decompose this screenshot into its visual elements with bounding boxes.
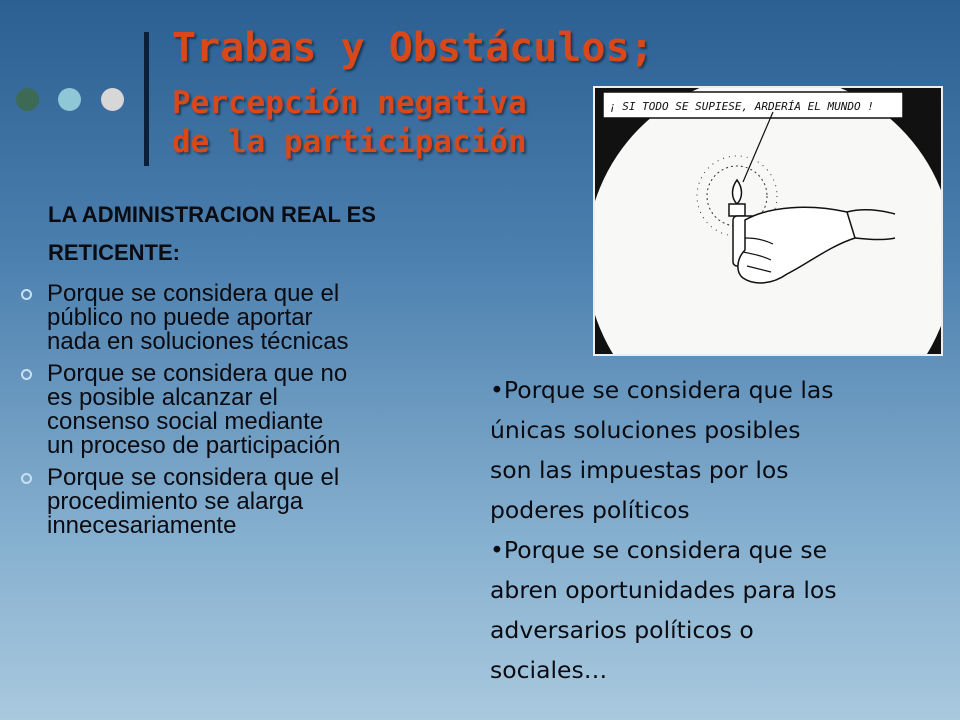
ring-bullet-icon <box>21 289 32 300</box>
bullet-line: es posible alcanzar el <box>47 384 278 411</box>
decorative-dots <box>16 88 128 112</box>
bullet-line: Porque se considera que el <box>47 464 340 491</box>
cartoon-caption: ¡ SI TODO SE SUPIESE, ARDERÍA EL MUNDO ! <box>609 100 874 113</box>
cartoon-drawing <box>595 88 941 354</box>
paragraph-line: poderes políticos <box>490 496 690 524</box>
bullet-line: público no puede aportar <box>47 304 313 331</box>
paragraph-line: adversarios políticos o <box>490 616 754 644</box>
paragraph-line: •Porque se considera que se <box>490 536 828 564</box>
bullet-line: Porque se considera que no <box>47 360 348 387</box>
cartoon-image <box>593 86 943 356</box>
title-divider <box>144 32 149 166</box>
bullet-line: un proceso de participación <box>47 432 341 459</box>
bullet-line: consenso social mediante <box>47 408 324 435</box>
right-text-block <box>490 370 950 690</box>
list-item <box>20 282 490 354</box>
bullet-line: Porque se considera que el <box>47 280 340 307</box>
paragraph-line: abren oportunidades para los <box>490 576 837 604</box>
list-item <box>20 466 490 538</box>
list-item <box>20 362 490 458</box>
heading-line: LA ADMINISTRACION REAL ES <box>48 202 376 227</box>
heading-line: RETICENTE: <box>48 240 180 265</box>
section-heading <box>48 196 548 272</box>
right-paragraph <box>490 370 950 530</box>
subtitle-line: Percepción negativa <box>172 85 527 121</box>
slide-title: Trabas y Obstáculos; <box>172 25 654 71</box>
bullet-line: nada en soluciones técnicas <box>47 328 349 355</box>
dot-gray <box>101 88 124 111</box>
paragraph-line: sociales… <box>490 656 608 684</box>
subtitle-line: de la participación <box>172 124 527 160</box>
paragraph-line: son las impuestas por los <box>490 456 789 484</box>
bullet-line: innecesariamente <box>47 512 237 539</box>
ring-bullet-icon <box>21 473 32 484</box>
left-bullet-list <box>20 282 490 546</box>
paragraph-line: •Porque se considera que las <box>490 376 834 404</box>
dot-cyan <box>58 88 81 111</box>
paragraph-line: únicas soluciones posibles <box>490 416 801 444</box>
lighter-top <box>729 204 745 216</box>
right-paragraph <box>490 530 950 690</box>
dot-green <box>16 88 39 111</box>
slide-subtitle <box>172 84 527 162</box>
bullet-line: procedimiento se alarga <box>47 488 304 515</box>
ring-bullet-icon <box>21 369 32 380</box>
